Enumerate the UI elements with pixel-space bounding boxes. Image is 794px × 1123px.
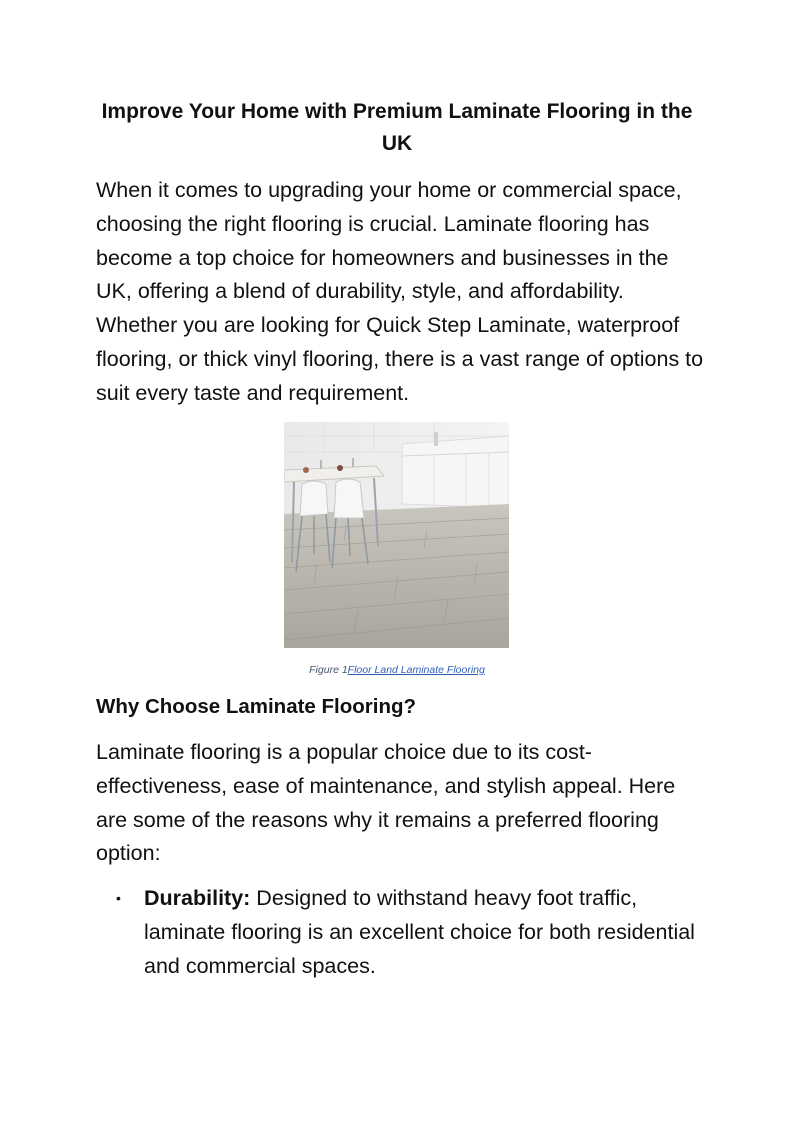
figure-caption-link[interactable]: Floor Land Laminate Flooring <box>347 664 485 676</box>
document-title: Improve Your Home with Premium Laminate Flooring in the UK <box>101 100 693 155</box>
section-heading: Why Choose Laminate Flooring? <box>96 695 417 718</box>
figure-caption <box>0 664 794 676</box>
intro-paragraph: When it comes to upgrading your home or commercial space, choosing the right flooring is crucial. Laminate flooring has become a top choice for homeowners and businesses in the UK, offering a blend of durability, style, and affordability. Whether you are looking for Quick Step Laminate, waterproof flooring, or thick vinyl flooring, there is a vast range of options to suit every taste and requirement. <box>96 178 704 405</box>
figure-image <box>284 422 509 648</box>
section-paragraph: Laminate flooring is a popular choice due to its cost-effectiveness, ease of maintenance, and stylish appeal. Here are some of the reasons why it remains a preferred flooring option: <box>96 740 676 866</box>
figure-caption-prefix: Figure 1 <box>309 664 348 676</box>
bullet-text: Designed to withstand heavy foot traffic, laminate flooring is an excellent choice for both residential and commercial spaces. <box>144 886 695 978</box>
bullet-term: Durability: <box>144 886 251 910</box>
bullet-list <box>96 882 708 983</box>
bullet-marker: • <box>116 890 121 906</box>
list-item <box>96 882 708 983</box>
